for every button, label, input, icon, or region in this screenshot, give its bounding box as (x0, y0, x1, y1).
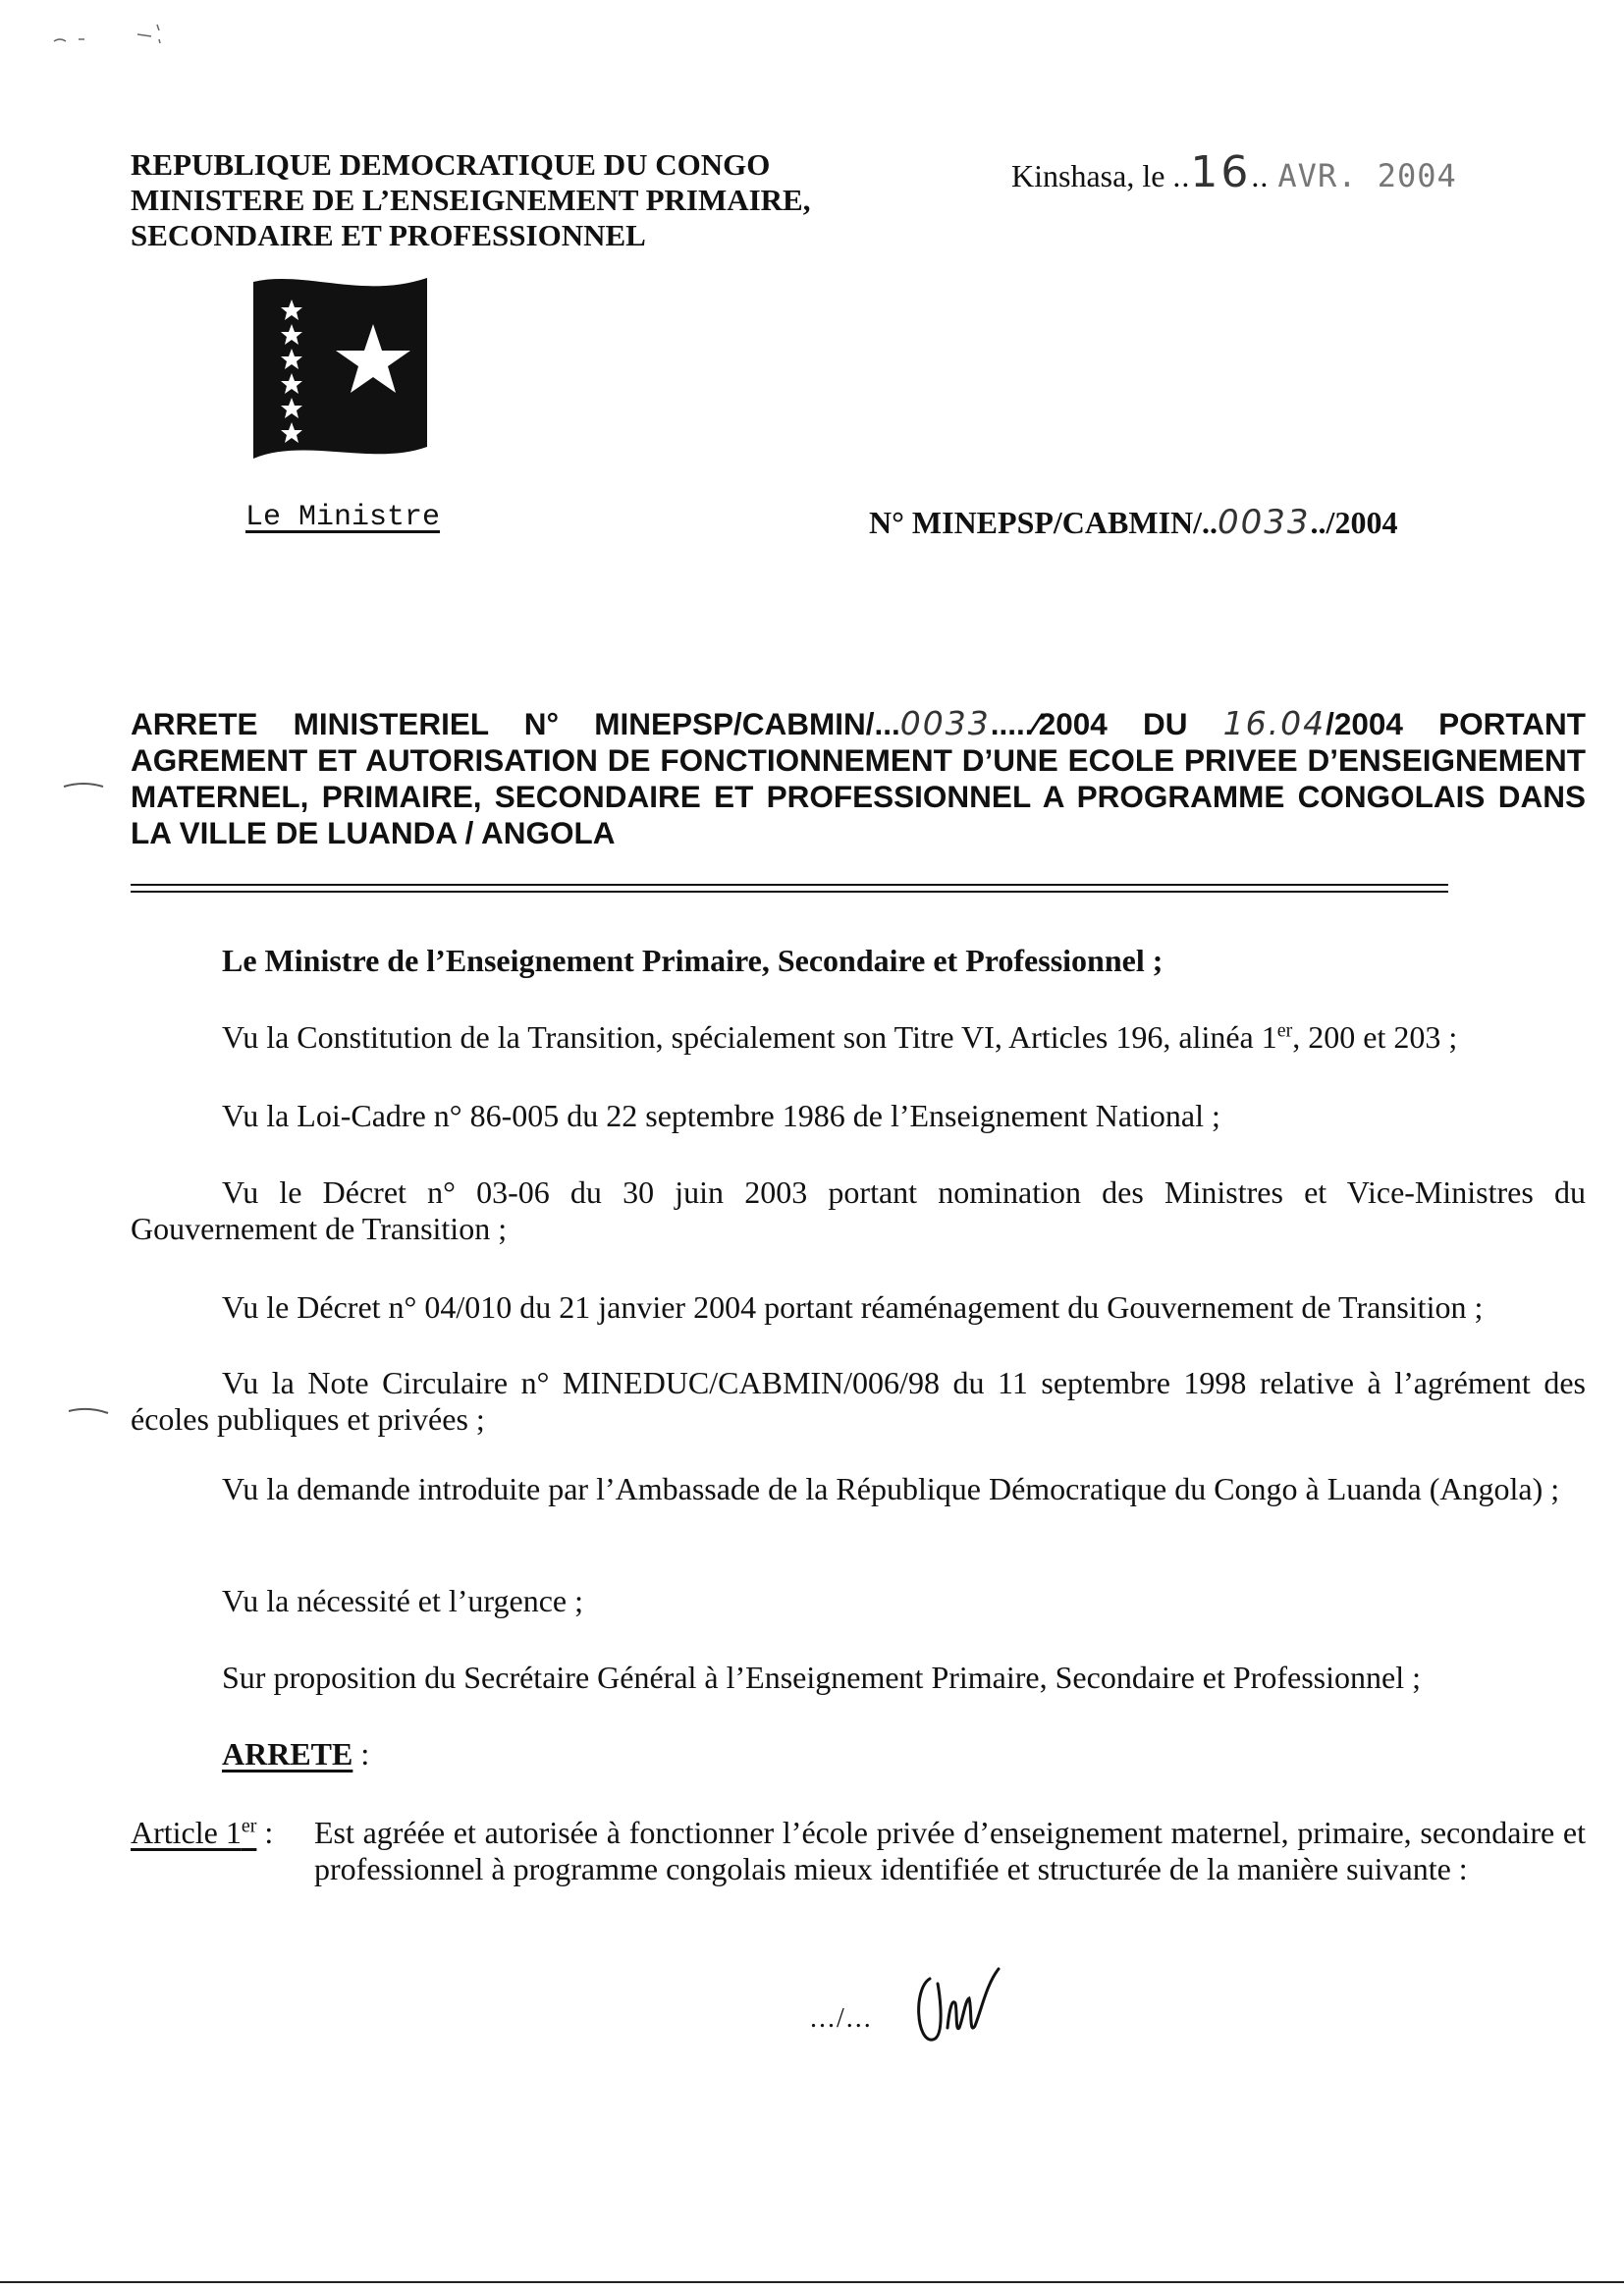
title-part: ARRETE MINISTERIEL N° MINEPSP/CABMIN/... (131, 706, 900, 741)
article-label (131, 1815, 273, 1851)
superscript: er (1276, 1019, 1293, 1042)
consideration: Vu le Décret n° 04/010 du 21 janvier 2004 portant réaménagement du Gouvernement de Transition ; (222, 1289, 1484, 1325)
article-colon: : (256, 1815, 274, 1850)
date-prefix: Kinshasa, le (1011, 158, 1165, 193)
superscript: er (241, 1815, 257, 1837)
page-bottom-edge (0, 2281, 1624, 2283)
consideration-text: Vu le Décret n° 03-06 du 30 juin 2003 portant nomination des Ministres et Vice-Ministres du Gouvernement de Transition ; (131, 1174, 1586, 1246)
flag-emblem (245, 270, 501, 466)
reference-prefix: N° MINEPSP/CABMIN/.. (869, 505, 1218, 540)
continuation-mark: .../... (810, 2003, 873, 2034)
date-day: 16 (1190, 147, 1252, 197)
title-handwritten-date: 16.04 (1222, 704, 1326, 742)
letterhead-line: SECONDAIRE ET PROFESSIONNEL (131, 218, 646, 252)
scan-artifact (59, 781, 118, 791)
reference-number (869, 503, 1397, 542)
consideration (222, 1019, 1457, 1056)
arrete-colon: : (352, 1736, 370, 1772)
consideration-text: Vu la Constitution de la Transition, spécialement son Titre VI, Articles 196, alinéa 1 (222, 1019, 1277, 1055)
consideration (131, 1174, 1586, 1247)
consideration (131, 1471, 1586, 1507)
scan-artifact (59, 1406, 118, 1416)
title-rule (131, 891, 1448, 893)
scan-artifact (49, 20, 167, 49)
consideration: Vu la nécessité et l’urgence ; (222, 1583, 583, 1618)
consideration-text: , 200 et 203 ; (1292, 1019, 1458, 1055)
date-stamp: AVR. 2004 (1277, 157, 1457, 194)
consideration-text: Vu la Note Circulaire n° MINEDUC/CABMIN/006/98 du 11 septembre 1998 relative à l’agrément des écoles publiques et privées ; (131, 1365, 1586, 1437)
consideration (131, 1365, 1586, 1438)
reference-suffix: ../2004 (1310, 505, 1398, 540)
minister-label: Le Ministre (245, 501, 441, 534)
article-text: Est agréée et autorisée à fonctionner l’école privée d’enseignement maternel, primaire, secondaire et professionnel à programme congolais mieux identifiée et structurée de la manière suivante : (314, 1815, 1586, 1886)
arrete-label: ARRETE (222, 1736, 353, 1772)
date-dots: .. (1251, 158, 1278, 193)
consideration: Vu la Loi-Cadre n° 86-005 du 22 septembre 1986 de l’Enseignement National ; (222, 1098, 1220, 1133)
arrete-heading (222, 1736, 369, 1773)
title-part: .....⁄2004 DU (990, 706, 1188, 741)
letterhead-line: MINISTERE DE L’ENSEIGNEMENT PRIMAIRE, (131, 183, 811, 217)
date-dots: .. (1172, 158, 1191, 193)
signature-initials (908, 1949, 1016, 2057)
letterhead (131, 147, 810, 253)
decree-title (131, 705, 1586, 851)
reference-handwritten-number: 0033 (1218, 503, 1311, 542)
title-part: /2004 PORTANT AGREMENT ET AUTORISATION DE FONCTIONNEMENT D’UNE ECOLE PRIVEE D’ENSEIGNEMENT MATERNEL, PRIMAIRE, SECONDAIRE ET PROFESSIONNEL A PROGRAMME CONGOLAIS DANS LA VILLE DE LUANDA / ANGOLA (131, 706, 1586, 850)
title-rule (131, 884, 1448, 886)
date-line (1011, 147, 1457, 197)
article-number (131, 1815, 256, 1850)
preamble: Le Ministre de l’Enseignement Primaire, Secondaire et Professionnel ; (222, 943, 1164, 978)
consideration-text: Vu la demande introduite par l’Ambassade de la République Démocratique du Congo à Luanda (Angola) ; (222, 1471, 1560, 1506)
article-label-text: Article 1 (131, 1815, 242, 1850)
letterhead-line: REPUBLIQUE DEMOCRATIQUE DU CONGO (131, 147, 771, 182)
title-handwritten-number: 0033 (899, 704, 991, 742)
consideration: Sur proposition du Secrétaire Général à l’Enseignement Primaire, Secondaire et Professionnel ; (222, 1660, 1421, 1695)
